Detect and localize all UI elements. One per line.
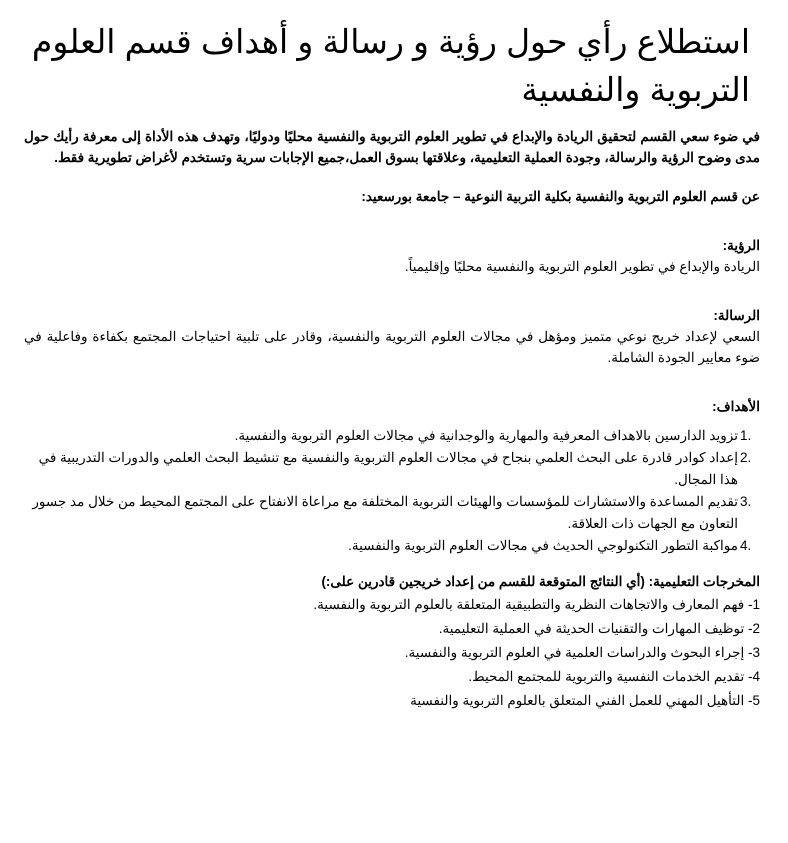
goal-number: 1. [740, 428, 752, 443]
goal-number: 2. [740, 450, 752, 465]
goal-text: تقديم المساعدة والاستشارات للمؤسسات والهيئات التربوية المختلفة مع مراعاة الانفتاح على المجتمع المحيط من خلال مد جسور التعاون مع الجهات ذات العلاقة. [32, 494, 738, 531]
goal-item [24, 491, 752, 535]
goal-item [24, 447, 752, 491]
goals-list [24, 425, 760, 557]
mission-section [24, 305, 760, 368]
goal-text: مواكبة التطور التكنولوجي الحديث في مجالات العلوم التربوية والنفسية. [348, 538, 738, 553]
goal-number: 3. [740, 494, 752, 509]
mission-heading: الرسالة: [713, 308, 760, 323]
vision-text: الريادة والإبداع في تطوير العلوم التربوية والنفسية محليًا وإقليمياً. [404, 259, 760, 274]
output-item: 5- التأهيل المهني للعمل الفني المتعلق بالعلوم التربوية والنفسية [410, 693, 760, 708]
goal-item [24, 535, 752, 557]
output-item: 1- فهم المعارف والاتجاهات النظرية والتطبيقية المتعلقة بالعلوم التربوية والنفسية. [313, 597, 760, 612]
goals-section [24, 396, 760, 557]
outputs-heading: المخرجات التعليمية: (أي النتائج المتوقعة للقسم من إعداد خريجين قادرين على:) [321, 574, 760, 589]
output-item: 4- تقديم الخدمات النفسية والتربوية للمجتمع المحيط. [468, 669, 760, 684]
page-title: استطلاع رأي حول رؤية و رسالة و أهداف قسم العلوم التربوية والنفسية [31, 23, 750, 108]
output-item: 3- إجراء البحوث والدراسات العلمية في العلوم التربوية والنفسية. [404, 645, 760, 660]
vision-section [24, 235, 760, 277]
about-heading: عن قسم العلوم التربوية والنفسية بكلية التربية النوعية – جامعة بورسعيد: [361, 189, 760, 204]
goal-item [24, 425, 752, 447]
outputs-section [24, 571, 760, 713]
mission-text: السعي لإعداد خريج نوعي متميز ومؤهل في مجالات العلوم التربوية والنفسية، وقادر على تلبية احتياجات المجتمع بكفاءة وفاعلية في ضوء معايير الجودة الشاملة. [24, 329, 760, 365]
intro-paragraph: في ضوء سعي القسم لتحقيق الريادة والإبداع في تطوير العلوم التربوية والنفسية محليًا ودوليًا، وتهدف هذه الأداة إلى معرفة رأيك حول مدى وضوح الرؤية والرسالة، وجودة العملية التعليمية، وعلاقتها بسوق العمل،جميع الإجابات سرية وتستخدم لأغراض تطويرية فقط. [24, 129, 760, 165]
goal-text: إعداد كوادر قادرة على البحث العلمي بنجاح في مجالات العلوم التربوية والنفسية مع تنشيط البحث العلمي والدورات التدريبية في هذا المجال. [38, 450, 738, 487]
goals-heading: الأهداف: [712, 399, 760, 414]
goal-text: تزويد الدارسين بالاهداف المعرفية والمهارية والوجدانية في مجالات العلوم التربوية والنفسية. [234, 428, 738, 443]
output-item: 2- توظيف المهارات والتقنيات الحديثة في العملية التعليمية. [438, 621, 760, 636]
outputs-list [24, 593, 760, 713]
goal-number: 4. [740, 538, 752, 553]
vision-heading: الرؤية: [722, 238, 760, 253]
survey-page [24, 18, 760, 843]
